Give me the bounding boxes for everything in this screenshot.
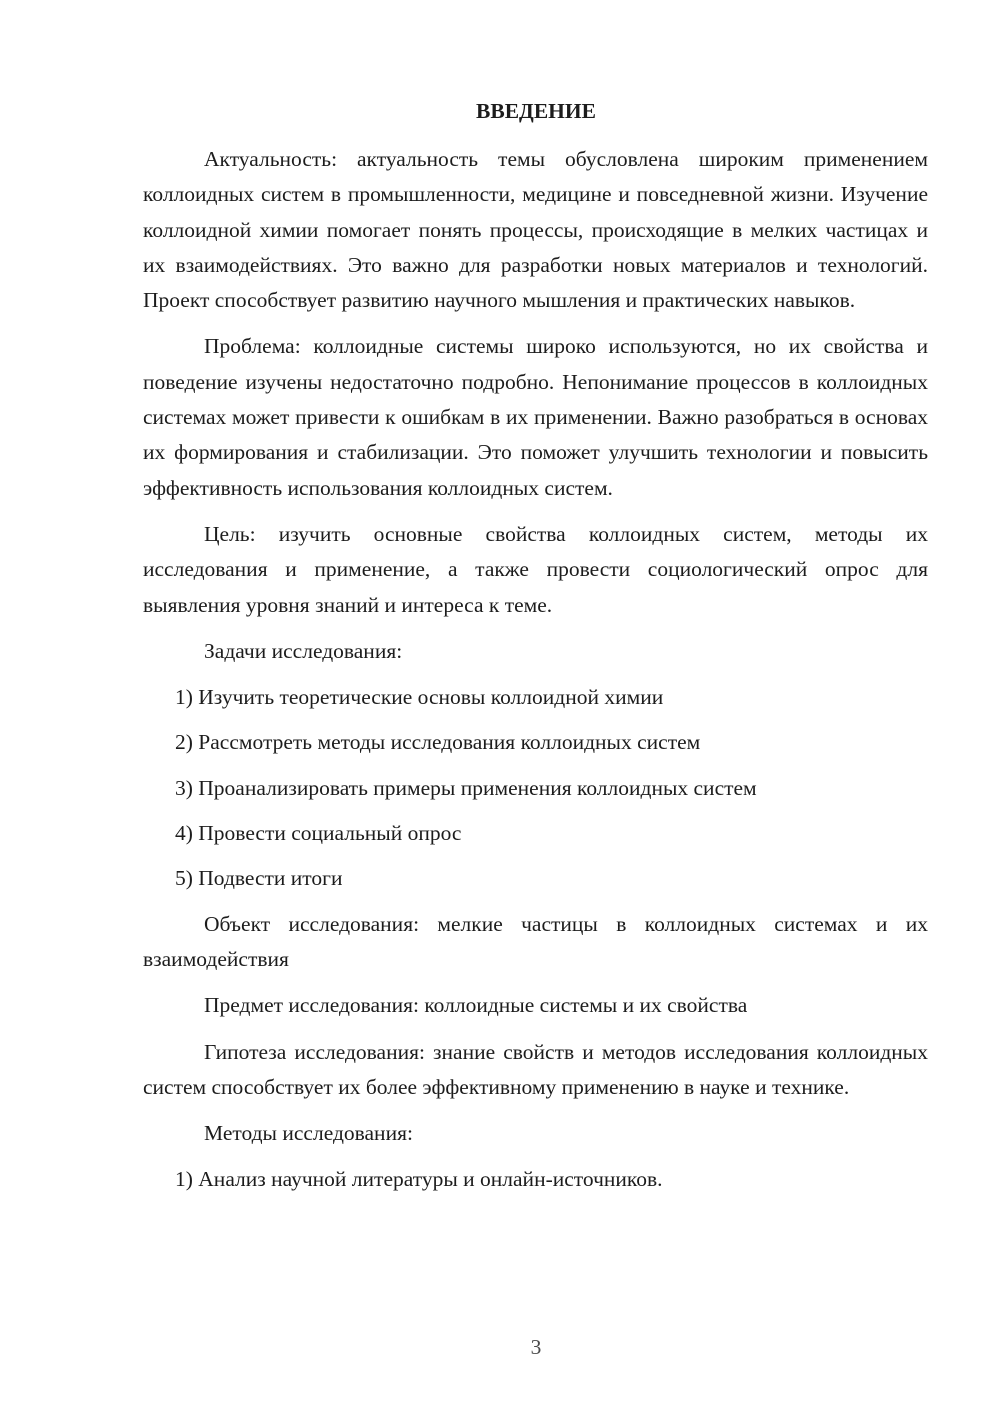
methods-list <box>143 1162 928 1197</box>
tasks-list <box>143 680 928 896</box>
paragraph-goal: Цель: изучить основные свойства коллоидных систем, методы их исследования и применение, а также провести социологический опрос для выявления уровня знаний и интереса к теме. <box>143 521 928 617</box>
paragraph-relevance: Актуальность: актуальность темы обусловлена широким применением коллоидных систем в промышленности, медицине и повседневной жизни. Изучение коллоидной химии помогает понять процессы, происходящие в мелких частицах и их взаимодействиях. Это важно для разработки новых материалов и технологий. Проект способствует развитию научного мышления и практических навыков. <box>143 147 928 313</box>
methods-heading: Методы исследования: <box>204 1121 413 1146</box>
list-item: 5) Подвести итоги <box>175 866 343 891</box>
section-title: ВВЕДЕНИЕ <box>476 99 596 123</box>
tasks-heading: Задачи исследования: <box>204 638 403 663</box>
paragraph-object: Объект исследования: мелкие частицы в коллоидных системах и их взаимодействия <box>143 911 928 971</box>
list-item: 1) Изучить теоретические основы коллоидной химии <box>175 685 664 710</box>
document-body <box>143 142 928 1208</box>
list-item: 2) Рассмотреть методы исследования коллоидных систем <box>175 730 701 755</box>
paragraph-problem: Проблема: коллоидные системы широко используются, но их свойства и поведение изучены недостаточно подробно. Непонимание процессов в коллоидных системах может привести к ошибкам в их применении. Важно разобраться в основах их формирования и стабилизации. Это поможет улучшить технологии и повысить эффективность использования коллоидных систем. <box>143 334 928 500</box>
paragraph-subject: Предмет исследования: коллоидные системы и их свойства <box>204 993 748 1018</box>
list-item: 4) Провести социальный опрос <box>175 821 462 846</box>
list-item: 3) Проанализировать примеры применения коллоидных систем <box>175 775 757 800</box>
paragraph-hypothesis: Гипотеза исследования: знание свойств и методов исследования коллоидных систем способствует их более эффективному применению в науке и технике. <box>143 1039 928 1099</box>
page-number: 3 <box>530 1335 542 1359</box>
list-item: 1) Анализ научной литературы и онлайн-источников. <box>175 1167 663 1192</box>
